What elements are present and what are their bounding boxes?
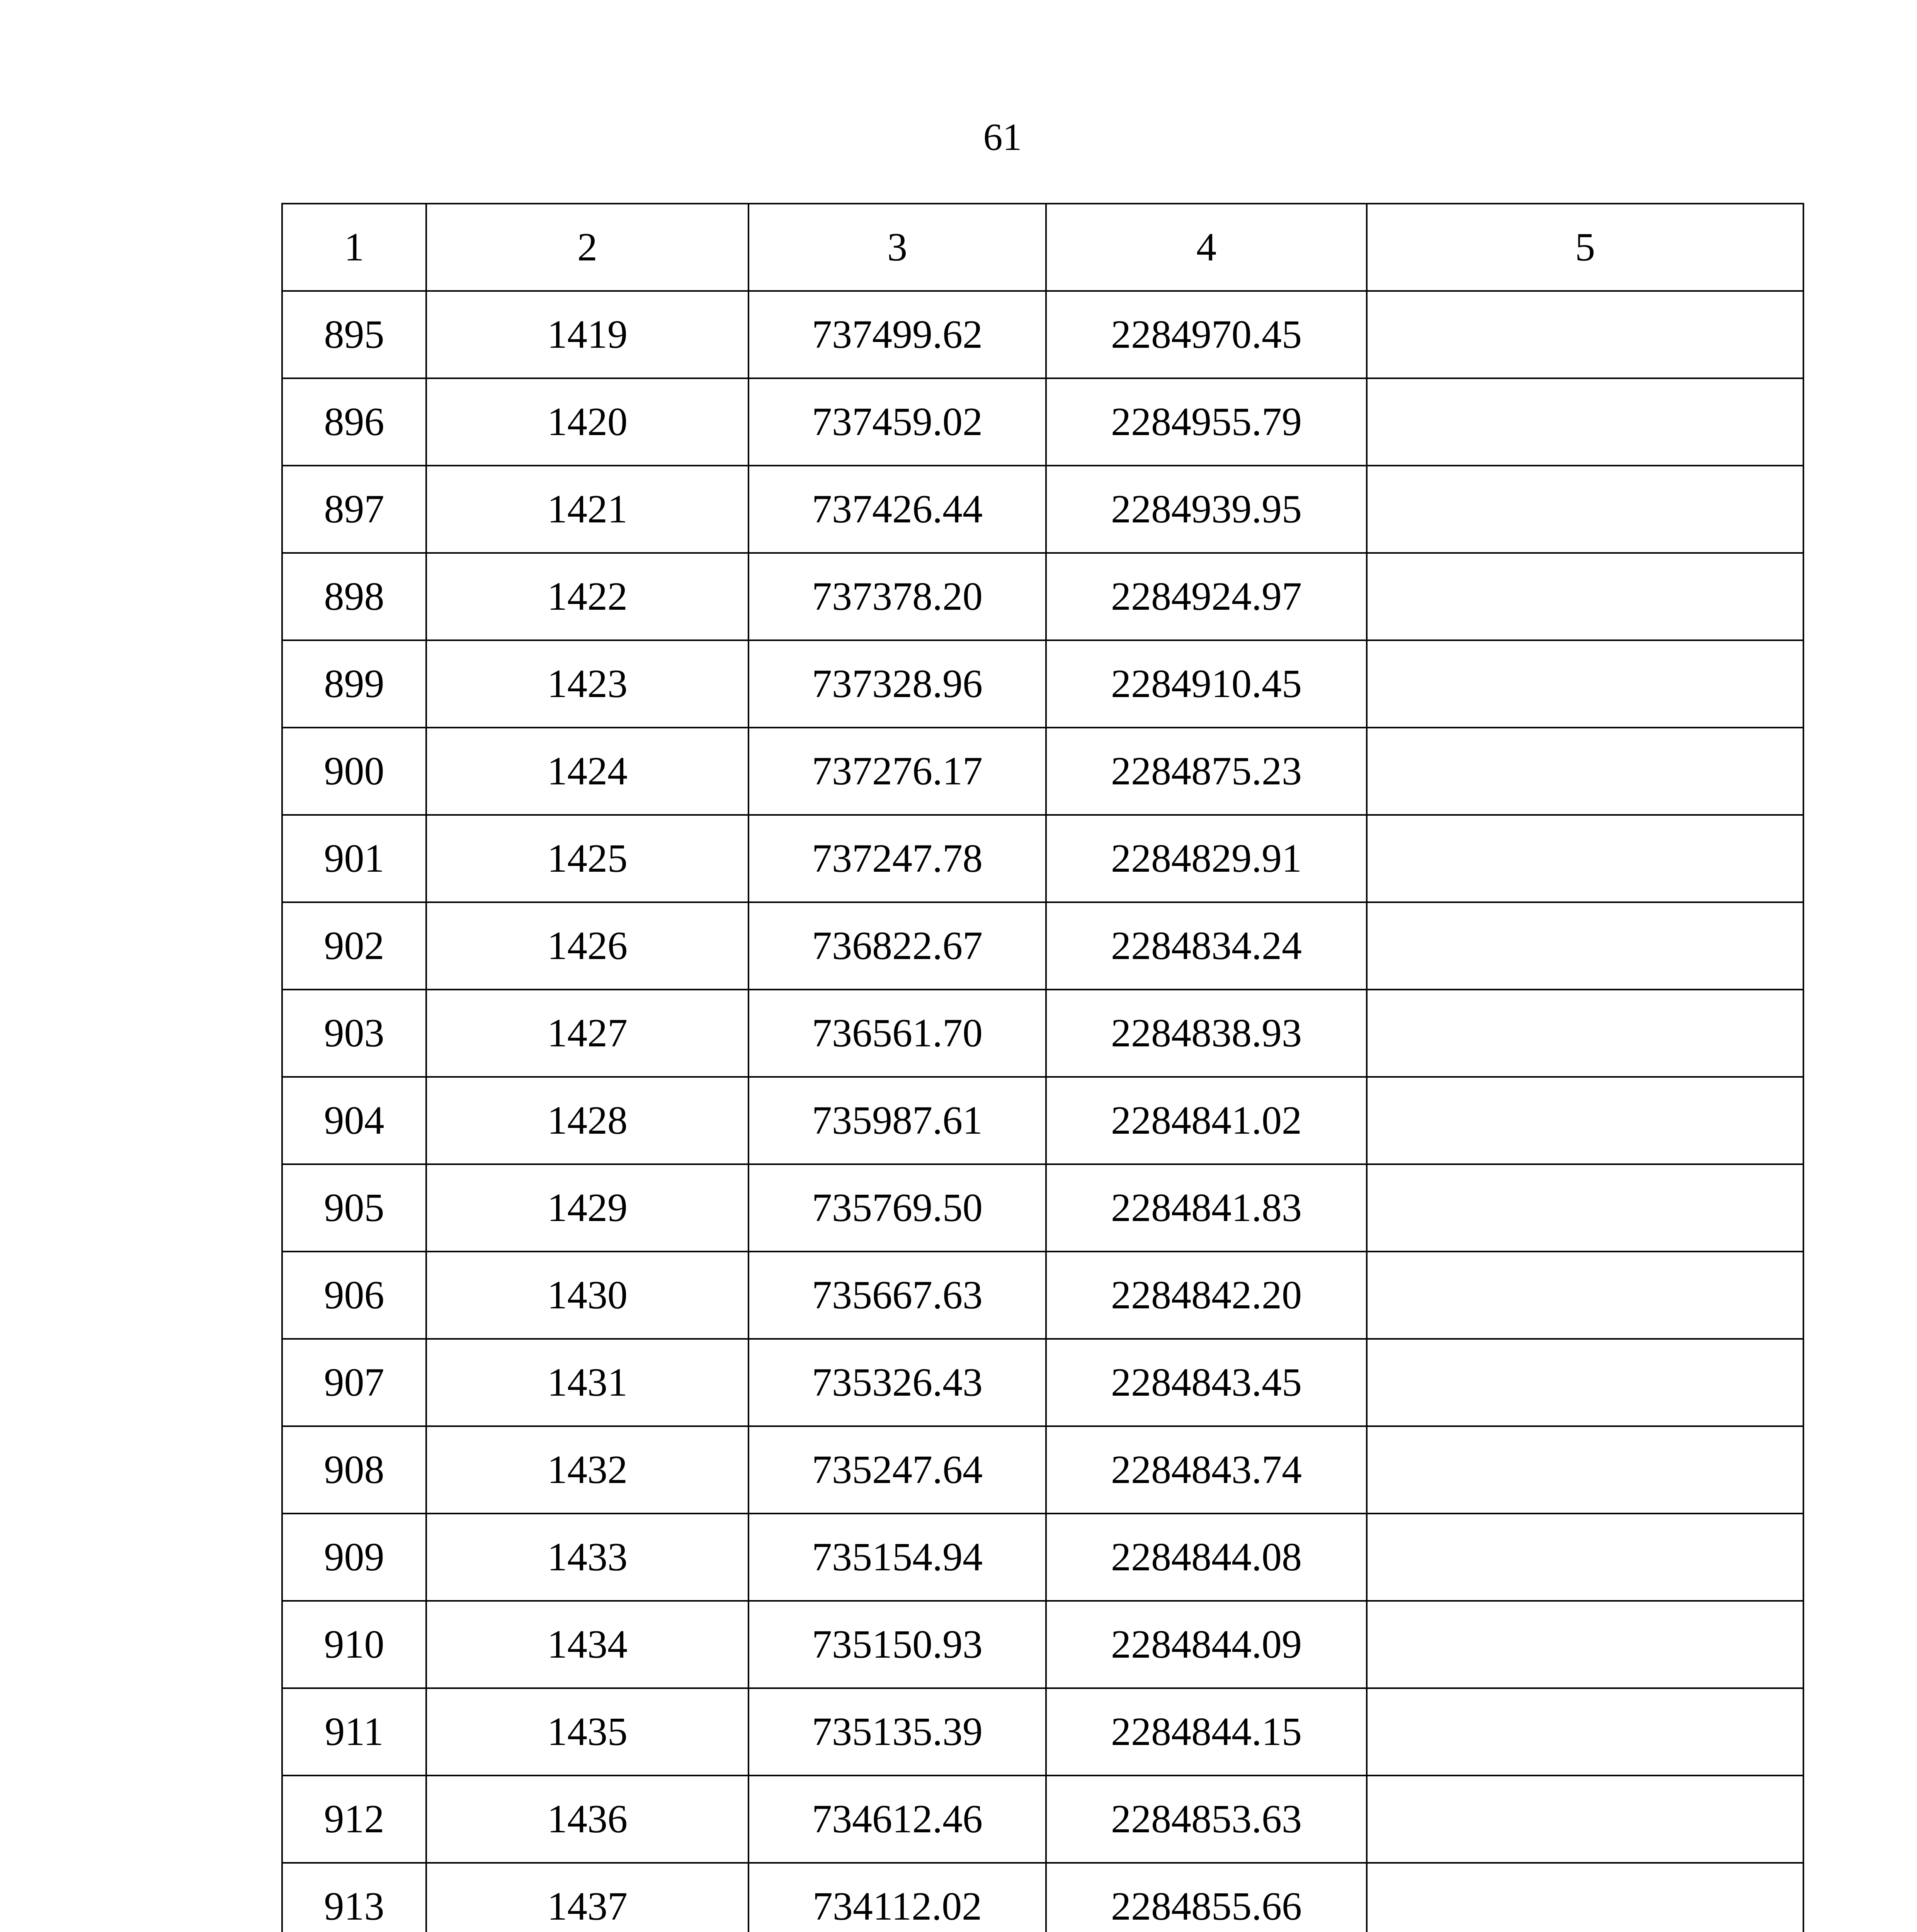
table-cell-col-1: 898 [282, 553, 426, 640]
table-row [282, 1164, 1803, 1252]
table-cell-col-2: 1431 [426, 1339, 748, 1426]
table-cell-col-4: 2284843.74 [1046, 1426, 1367, 1514]
table-body [282, 291, 1803, 1932]
table-cell-col-5 [1367, 1601, 1803, 1688]
table-cell-col-4: 2284844.09 [1046, 1601, 1367, 1688]
table-cell-col-1: 903 [282, 990, 426, 1077]
table-cell-col-2: 1425 [426, 815, 748, 902]
table-cell-col-3: 735150.93 [748, 1601, 1046, 1688]
table-cell-col-5 [1367, 291, 1803, 378]
table-row [282, 728, 1803, 815]
header-row [282, 204, 1803, 291]
table-cell-col-4: 2284910.45 [1046, 640, 1367, 728]
table-cell-col-4: 2284955.79 [1046, 378, 1367, 466]
table-row [282, 1688, 1803, 1776]
table-cell-col-4: 2284853.63 [1046, 1776, 1367, 1863]
table-cell-col-5 [1367, 640, 1803, 728]
table-cell-col-2: 1424 [426, 728, 748, 815]
table-cell-col-4: 2284924.97 [1046, 553, 1367, 640]
table-cell-col-3: 737276.17 [748, 728, 1046, 815]
column-header-2: 2 [426, 204, 748, 291]
table-row [282, 1339, 1803, 1426]
table-cell-col-3: 736822.67 [748, 902, 1046, 990]
table-cell-col-5 [1367, 1688, 1803, 1776]
table-cell-col-2: 1420 [426, 378, 748, 466]
table-cell-col-3: 737426.44 [748, 466, 1046, 553]
table-cell-col-2: 1432 [426, 1426, 748, 1514]
table-cell-col-1: 908 [282, 1426, 426, 1514]
table-cell-col-3: 735247.64 [748, 1426, 1046, 1514]
table-cell-col-3: 737328.96 [748, 640, 1046, 728]
table-row [282, 1426, 1803, 1514]
table-row [282, 1863, 1803, 1932]
table-cell-col-1: 901 [282, 815, 426, 902]
table-cell-col-5 [1367, 902, 1803, 990]
table-cell-col-3: 735769.50 [748, 1164, 1046, 1252]
table-cell-col-5 [1367, 1252, 1803, 1339]
table-cell-col-5 [1367, 1077, 1803, 1164]
table-cell-col-2: 1427 [426, 990, 748, 1077]
table-row [282, 640, 1803, 728]
table-cell-col-4: 2284844.08 [1046, 1514, 1367, 1601]
table-cell-col-2: 1430 [426, 1252, 748, 1339]
table-cell-col-3: 735987.61 [748, 1077, 1046, 1164]
table-cell-col-4: 2284970.45 [1046, 291, 1367, 378]
table-cell-col-1: 913 [282, 1863, 426, 1932]
table-cell-col-2: 1423 [426, 640, 748, 728]
table-cell-col-5 [1367, 728, 1803, 815]
table-cell-col-5 [1367, 990, 1803, 1077]
table-cell-col-2: 1435 [426, 1688, 748, 1776]
table-cell-col-5 [1367, 1776, 1803, 1863]
table-cell-col-3: 737499.62 [748, 291, 1046, 378]
table-row [282, 1601, 1803, 1688]
column-header-3: 3 [748, 204, 1046, 291]
table-row [282, 1514, 1803, 1601]
table-row [282, 378, 1803, 466]
table-cell-col-5 [1367, 1514, 1803, 1601]
table-cell-col-3: 735667.63 [748, 1252, 1046, 1339]
table-header [282, 204, 1803, 291]
table-cell-col-5 [1367, 378, 1803, 466]
table-row [282, 291, 1803, 378]
table-cell-col-4: 2284841.83 [1046, 1164, 1367, 1252]
table-cell-col-5 [1367, 1164, 1803, 1252]
table-cell-col-5 [1367, 553, 1803, 640]
table-row [282, 553, 1803, 640]
table-cell-col-1: 895 [282, 291, 426, 378]
table-row [282, 1252, 1803, 1339]
table-cell-col-5 [1367, 1339, 1803, 1426]
table-cell-col-4: 2284841.02 [1046, 1077, 1367, 1164]
table-cell-col-1: 896 [282, 378, 426, 466]
table-cell-col-5 [1367, 1863, 1803, 1932]
table-cell-col-2: 1419 [426, 291, 748, 378]
table-row [282, 990, 1803, 1077]
coordinates-table [281, 203, 1804, 1932]
table-cell-col-3: 737378.20 [748, 553, 1046, 640]
table-row [282, 815, 1803, 902]
table-cell-col-1: 905 [282, 1164, 426, 1252]
table-row [282, 1776, 1803, 1863]
table-cell-col-1: 902 [282, 902, 426, 990]
table-cell-col-1: 906 [282, 1252, 426, 1339]
table-cell-col-4: 2284838.93 [1046, 990, 1367, 1077]
table-cell-col-2: 1429 [426, 1164, 748, 1252]
table-cell-col-4: 2284855.66 [1046, 1863, 1367, 1932]
table-cell-col-4: 2284939.95 [1046, 466, 1367, 553]
table-cell-col-2: 1433 [426, 1514, 748, 1601]
table-cell-col-1: 904 [282, 1077, 426, 1164]
table-cell-col-1: 909 [282, 1514, 426, 1601]
table-cell-col-3: 736561.70 [748, 990, 1046, 1077]
table-cell-col-1: 912 [282, 1776, 426, 1863]
table-cell-col-2: 1428 [426, 1077, 748, 1164]
table-cell-col-5 [1367, 815, 1803, 902]
table-cell-col-2: 1422 [426, 553, 748, 640]
table-row [282, 466, 1803, 553]
table-cell-col-2: 1436 [426, 1776, 748, 1863]
table-cell-col-1: 907 [282, 1339, 426, 1426]
table-cell-col-4: 2284875.23 [1046, 728, 1367, 815]
table-cell-col-1: 910 [282, 1601, 426, 1688]
table-cell-col-1: 899 [282, 640, 426, 728]
table-cell-col-1: 897 [282, 466, 426, 553]
table-cell-col-5 [1367, 1426, 1803, 1514]
table-cell-col-4: 2284834.24 [1046, 902, 1367, 990]
column-header-4: 4 [1046, 204, 1367, 291]
table-cell-col-2: 1437 [426, 1863, 748, 1932]
column-header-5: 5 [1367, 204, 1803, 291]
table-cell-col-4: 2284844.15 [1046, 1688, 1367, 1776]
table-cell-col-1: 911 [282, 1688, 426, 1776]
table-cell-col-3: 737247.78 [748, 815, 1046, 902]
column-header-1: 1 [282, 204, 426, 291]
table-cell-col-3: 734612.46 [748, 1776, 1046, 1863]
table-cell-col-1: 900 [282, 728, 426, 815]
table-row [282, 1077, 1803, 1164]
table-cell-col-3: 735135.39 [748, 1688, 1046, 1776]
table-row [282, 902, 1803, 990]
table-cell-col-2: 1426 [426, 902, 748, 990]
page-number: 61 [983, 116, 1022, 158]
table-cell-col-2: 1434 [426, 1601, 748, 1688]
table-cell-col-3: 737459.02 [748, 378, 1046, 466]
table-cell-col-4: 2284829.91 [1046, 815, 1367, 902]
table-cell-col-4: 2284842.20 [1046, 1252, 1367, 1339]
table-cell-col-3: 735154.94 [748, 1514, 1046, 1601]
table-cell-col-2: 1421 [426, 466, 748, 553]
table-cell-col-3: 735326.43 [748, 1339, 1046, 1426]
table-cell-col-3: 734112.02 [748, 1863, 1046, 1932]
table-cell-col-4: 2284843.45 [1046, 1339, 1367, 1426]
table-cell-col-5 [1367, 466, 1803, 553]
